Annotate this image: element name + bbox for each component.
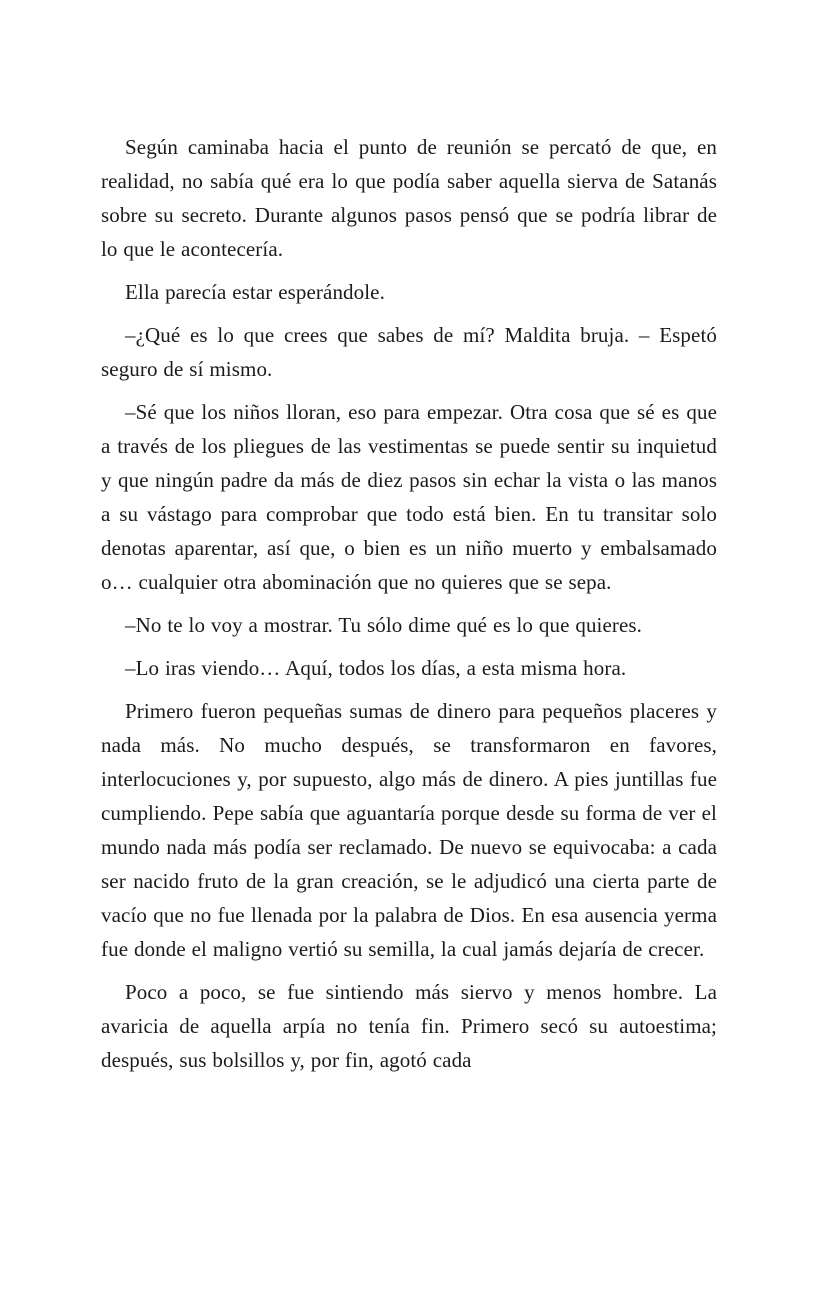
paragraph: –¿Qué es lo que crees que sabes de mí? Maldita bruja. – Espetó seguro de sí mismo.	[101, 323, 717, 381]
paragraph: –Lo iras viendo… Aquí, todos los días, a esta misma hora.	[125, 656, 627, 680]
paragraph: Primero fueron pequeñas sumas de dinero para pequeños placeres y nada más. No mucho después, se transformaron en favores, interlocuciones y, por supuesto, algo más de dinero. A pies juntillas fue cumpliendo. Pepe sabía que aguantaría porque desde su forma de ver el mundo nada más podía ser reclamado. De nuevo se equivocaba: a cada ser nacido fruto de la gran creación, se le adjudicó una cierta parte de vacío que no fue llenada por la palabra de Dios. En esa ausencia yerma fue donde el maligno vertió su semilla, la cual jamás dejaría de crecer.	[101, 699, 717, 961]
text-column	[101, 130, 717, 1077]
paragraph: Ella parecía estar esperándole.	[125, 280, 385, 304]
paragraph: Según caminaba hacia el punto de reunión se percató de que, en realidad, no sabía qué era lo que podía saber aquella sierva de Satanás sobre su secreto. Durante algunos pasos pensó que se podría librar de lo que le acontecería.	[101, 135, 717, 261]
paragraph: Poco a poco, se fue sintiendo más siervo y menos hombre. La avaricia de aquella arpía no tenía fin. Primero secó su autoestima; después, sus bolsillos y, por fin, agotó cada	[101, 980, 717, 1072]
paragraph: –No te lo voy a mostrar. Tu sólo dime qué es lo que quieres.	[125, 613, 643, 637]
paragraph: –Sé que los niños lloran, eso para empezar. Otra cosa que sé es que a través de los pliegues de las vestimentas se puede sentir su inquietud y que ningún padre da más de diez pasos sin echar la vista o las manos a su vástago para comprobar que todo está bien. En tu transitar solo denotas aparentar, así que, o bien es un niño muerto y embalsamado o… cualquier otra abominación que no quieres que se sepa.	[101, 400, 717, 594]
